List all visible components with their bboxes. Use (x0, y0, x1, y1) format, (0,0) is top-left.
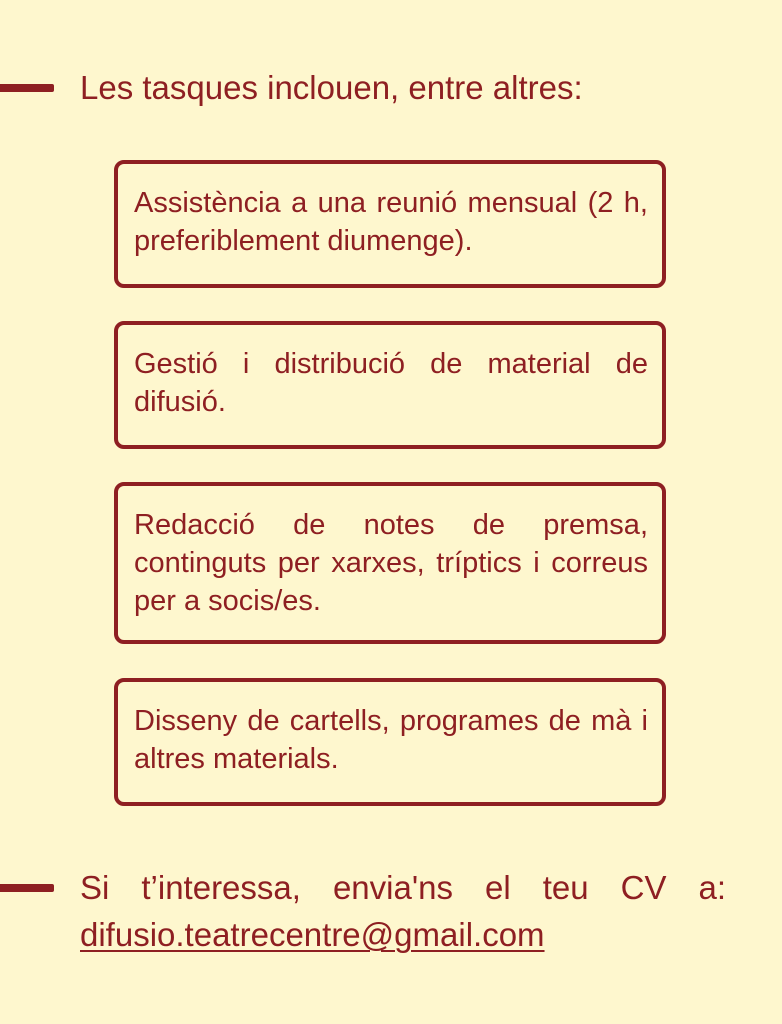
heading-accent-bar (0, 84, 54, 92)
task-box-4 (114, 678, 666, 806)
task-text: Assistència a una reunió mensual (2 h, preferiblement diumenge). (134, 187, 648, 257)
task-text: Redacció de notes de premsa, continguts per xarxes, tríptics i correus per a socis/es. (134, 509, 648, 617)
task-text: Disseny de cartells, programes de mà i altres materials. (134, 705, 648, 775)
task-box-2 (114, 321, 666, 449)
tasks-heading: Les tasques inclouen, entre altres: (80, 69, 583, 106)
task-box-3 (114, 482, 666, 644)
email-link[interactable]: difusio.teatrecentre@gmail.com (80, 916, 545, 953)
task-text: Gestió i distribució de material de difusió. (134, 348, 648, 418)
contact-accent-bar (0, 884, 54, 892)
task-box-1 (114, 160, 666, 288)
contact-text: Si t’interessa, envia'ns el teu CV a: (80, 869, 726, 906)
